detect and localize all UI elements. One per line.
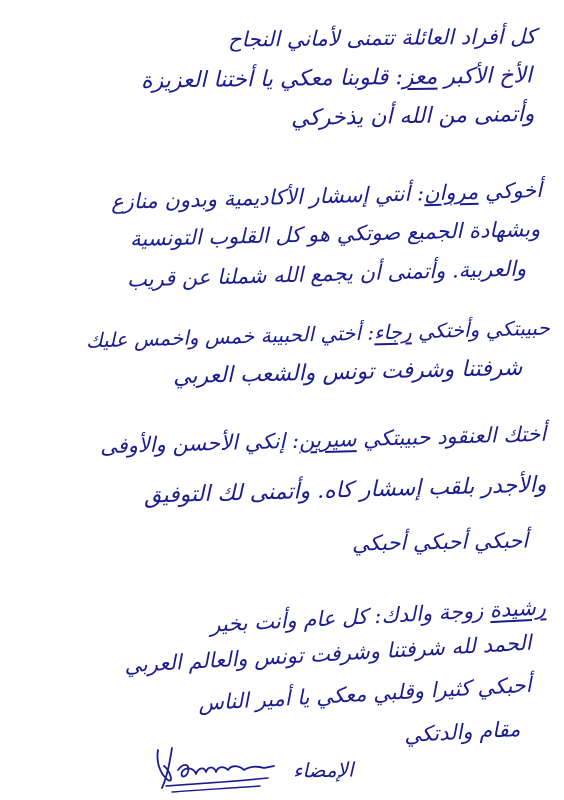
underlined-name: معز: [402, 64, 438, 91]
letter-line-syrine-2: والأجدر بلقب إسشار كاه. وأتمنى لك التوفيق: [143, 472, 547, 509]
letter-line-rachida-2: الحمد لله شرفتنا وشرفت تونس والعالم العربي: [123, 630, 533, 678]
letter-line-syrine: أختك العنقود حبيبتكي سيرين: إنكي الأحسن والأوفى: [99, 421, 547, 459]
letter-line-family-wishes: كل أفراد العائلة تتمنى لأماني النجاح: [227, 24, 537, 52]
letter-line-older-brother-wish: وأتمنى من الله أن يذخركي: [290, 101, 535, 132]
letter-line-marwan-2: وبشهادة الجميع صوتكي هو كل القلوب التونسية: [129, 216, 541, 252]
underlined-name: مروان: [423, 179, 479, 206]
underlined-name: رشيدة: [489, 595, 547, 623]
letter-line-rajaa: حبيبتكي وأختكي رجاء: أختي الحبيبة خمس واخمس عليك: [85, 315, 551, 353]
letter-line-older-brother: الأخ الأكبر معز: قلوبنا معكي يا أختنا العزيزة: [140, 63, 533, 94]
underlined-name: رجاء: [373, 319, 413, 345]
letter-line-marwan: أخوكي مروان: أنتي إسشار الأكاديمية وبدون منازع: [110, 177, 543, 215]
letter-line-syrine-3: أحبكي أحبكي أحبكي: [351, 528, 529, 556]
letter-line-rachida-3: أحبكي كثيرا وقلبي معكي يا أمير الناس: [197, 672, 533, 716]
letter-line-marwan-3: والعربية. وأتمنى أن يجمع الله شملنا عن قريب: [126, 256, 527, 292]
letter-line-rachida-4: مقام والدتكي: [403, 716, 521, 748]
underlined-name: سيرين: [298, 427, 357, 453]
letter-line-rajaa-2: شرفتنا وشرفت تونس والشعب العربي: [172, 355, 523, 390]
signature-label: الإمضاء: [293, 757, 355, 783]
handwritten-signature: [150, 740, 280, 796]
letter-line-rachida: رشيدة زوجة والدك: كل عام وأنت بخير: [209, 595, 547, 637]
